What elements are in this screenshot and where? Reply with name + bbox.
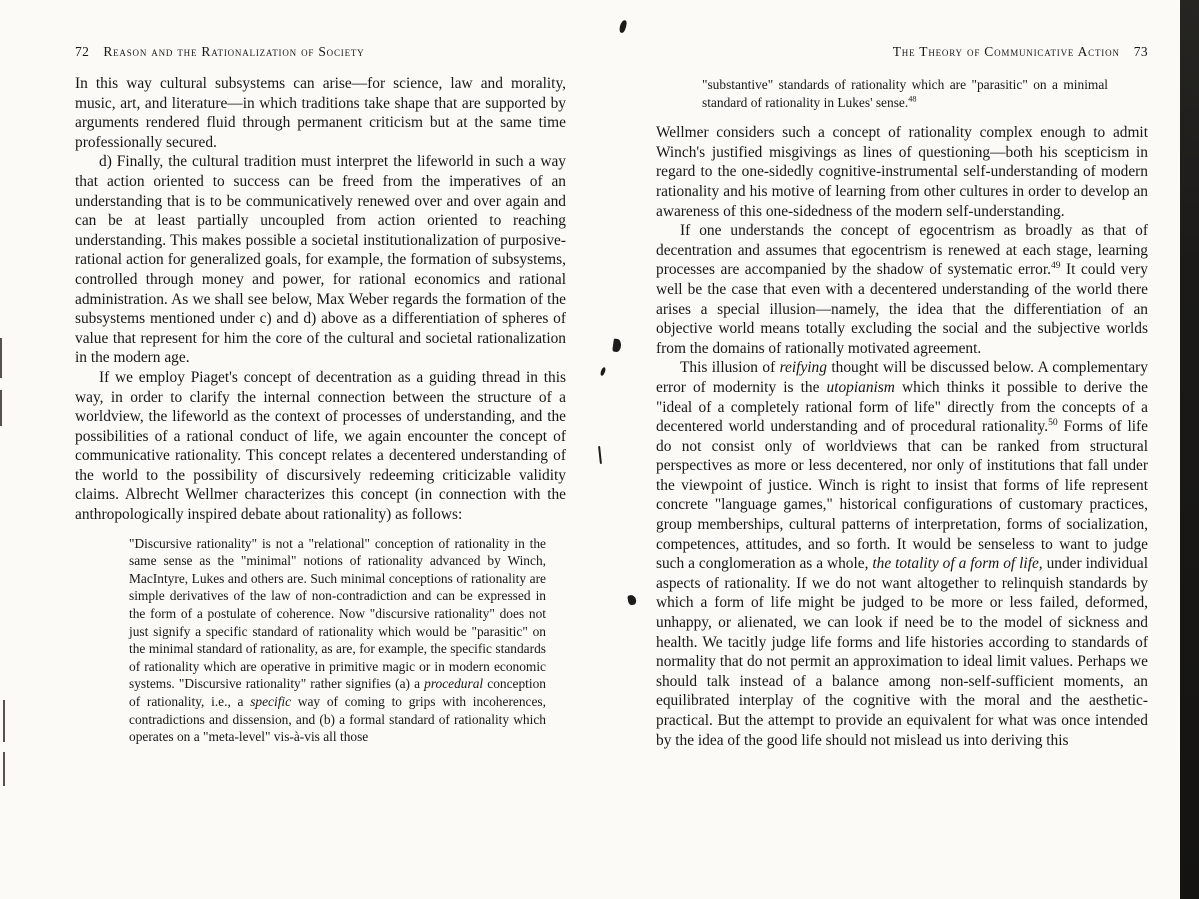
scan-artifact [627, 594, 637, 605]
body-paragraph: This illusion of reifying thought will be discussed below. A complementary error of modernity is the utopianism which thinks it possible to derive the "ideal of a completely rational form of life" directly from the concepts of a decentered world understanding and of procedural rationality.$^{50}$ Forms of life do not consist only of worldviews that can be ranked from structural perspectives as more or less decentered, nor only of institutions that fall under the viewpoint of justice. Winch is right to insist that forms of life represent concrete "language games," historical configurations of customary practices, group memberships, cultural patterns of interpretation, forms of socialization, competences, attitudes, and so forth. It would be senseless to want to judge such a conglomeration as a whole, the totality of a form of life, under individual aspects of rationality. If we do not want altogether to relinquish standards by which a form of life might be judged to be more or less failed, deformed, unhappy, or alienated, we can look if need be to the model of sickness and health. We tacitly judge life forms and life histories according to standards of normality that do not permit an approximation to ideal limit values. Perhaps we should talk instead of a balance among non-self-sufficient moments, an equilibrated interplay of the cognitive with the moral and the aesthetic-practical. But the attempt to provide an equivalent for what was once intended by the idea of the good life should not mislead us into deriving this [656, 359, 1148, 749]
page-number-left: 72 [75, 44, 90, 59]
body-paragraph: If one understands the concept of egocentrism as broadly as that of decentration and assumes that egocentrism is renewed at each stage, learning processes are accompanied by the shadow of systematic error.$^{49}$ It could very well be the case that even with a decentered understanding of the world there arises a special illusion—namely, the idea that the differentiation of an objective world means totally excluding the social and the subjective worlds from the domains of rationally motivated agreement. [656, 222, 1148, 357]
scan-artifact [0, 338, 2, 378]
page-right-body [656, 74, 1148, 899]
extract-paragraph: "substantive" standards of rationality which are "parasitic" on a minimal standard of rationality in Lukes' sense.$^{48}$ [702, 77, 1108, 110]
page-left [75, 0, 566, 899]
footnote-reference: 49 [1050, 260, 1061, 272]
page-left-body [75, 74, 566, 899]
running-head-right [656, 44, 1148, 60]
scan-artifact [0, 390, 2, 426]
extract-paragraph: "Discursive rationality" is not a "relational" conception of rationality in the same sense as the "minimal" notions of rationality advanced by Winch, MacIntyre, Lukes and others are. Such minimal conceptions of rationality are simple derivatives of the law of non-contradiction and can be expressed in the form of a postulate of coherence. Now "discursive rationality" does not just signify a specific standard of rationality which would be "parasitic" on the minimal standard of rationality, as are, for example, the specific standards of rationality which are operative in primitive magic or in modern economic systems. "Discursive rationality" rather signifies (a) a procedural conception of rationality, i.e., a specific way of coming to grips with incoherences, contradictions and dissension, and (b) a formal standard of rationality which operates on a "meta-level" vis-à-vis all those [129, 535, 546, 745]
body-paragraph: Wellmer considers such a concept of rationality complex enough to admit Winch's justified misgivings as lines of questioning—both his scepticism in regard to the one-sidedly cognitive-instrumental self-understanding of modern rationality and his motive of learning from other cultures in order to develop an awareness of this one-sidedness of the modern self-understanding. [656, 124, 1148, 220]
body-paragraph: In this way cultural subsystems can arise—for science, law and morality, music, art, and literature—in which traditions take shape that are supported by arguments rendered fluid through permanent criticism but at the same time professionally secured. [75, 75, 566, 151]
scan-artifact [619, 19, 628, 33]
page-right [656, 0, 1148, 899]
page-number-right: 73 [1133, 44, 1148, 59]
footnote-reference: 48 [908, 94, 917, 104]
running-title-right: The Theory of Communicative Action [892, 44, 1120, 59]
running-head-left [75, 44, 566, 60]
scan-artifact [3, 752, 5, 786]
running-title-left: Reason and the Rationalization of Society [103, 44, 365, 59]
scan-edge-bar [1180, 0, 1199, 899]
body-paragraph: If we employ Piaget's concept of decentration as a guiding thread in this way, in order to clarify the internal connection between the structure of a worldview, the lifeworld as the context of processes of understanding, and the possibilities of a rational conduct of life, we again encounter the concept of communicative rationality. This concept relates a decentered understanding of the world to the possibility of discursively redeeming criticizable validity claims. Albrecht Wellmer characterizes this concept (in connection with the anthropologically inspired debate about rationality) as follows: [75, 368, 566, 524]
scan-artifact [600, 367, 607, 377]
scan-artifact [598, 446, 602, 464]
body-paragraph: d) Finally, the cultural tradition must interpret the lifeworld in such a way that action oriented to success can be freed from the imperatives of an understanding that is to be communicatively renewed over and over again and can be at least partially uncoupled from action oriented to reaching understanding. This makes possible a societal institutionalization of purposive-rational action for generalized goals, for example, the formation of subsystems, controlled through money and power, for rational economics and rational administration. As we shall see below, Max Weber regards the formation of the subsystems mentioned under c) and d) above as a differentiation of spheres of value that represent for him the core of the cultural and societal rationalization in the modern age. [75, 153, 566, 367]
scan-artifact [612, 339, 622, 353]
scan-artifact [3, 700, 5, 742]
footnote-reference: 50 [1048, 416, 1058, 428]
